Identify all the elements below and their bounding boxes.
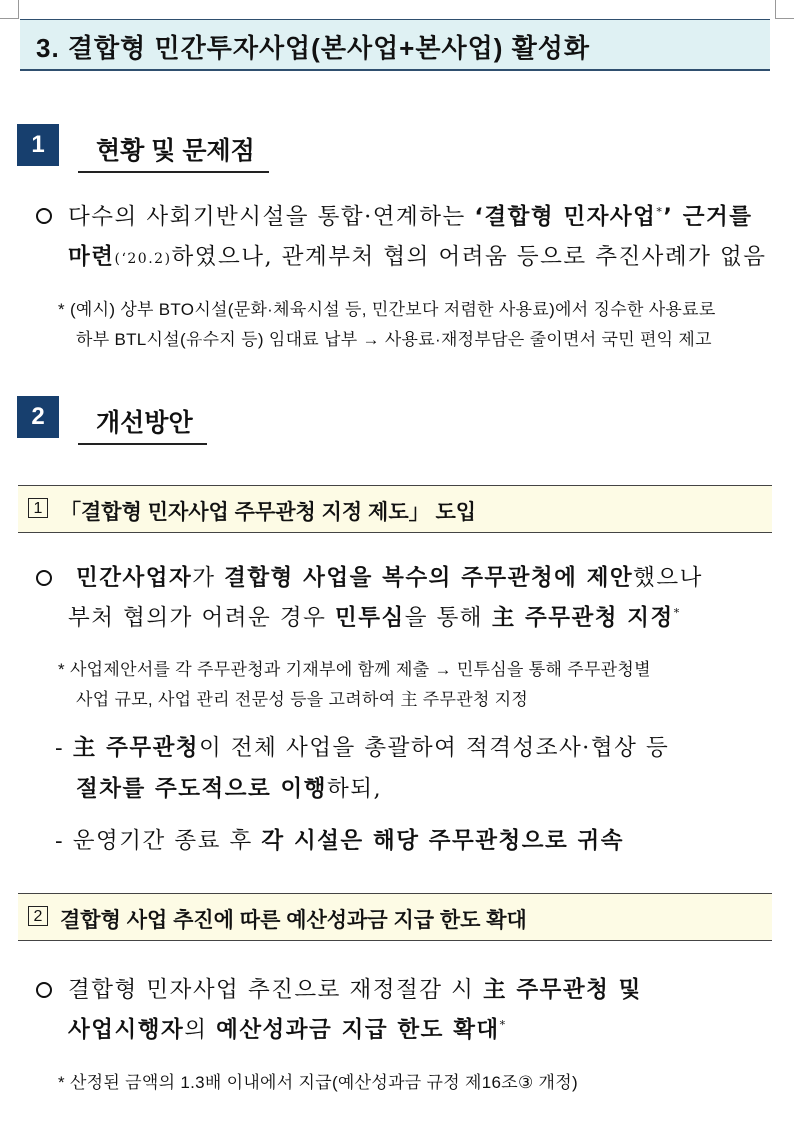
page-corner-mark bbox=[775, 0, 794, 19]
footnote-line: 하부 BTL시설(유수지 등) 임대료 납부 → 사용료·재정부담은 줄이면서 국민 편익 제고 bbox=[76, 330, 712, 349]
dash: - bbox=[55, 735, 73, 761]
section-heading-2: 개선방안 bbox=[78, 403, 207, 445]
bold-text: 主 주무관청 bbox=[72, 735, 200, 761]
bold-text: 결합형 사업을 복수의 주무관청에 제안 bbox=[224, 565, 634, 591]
subsection-bar-1 bbox=[18, 485, 772, 533]
dash: - bbox=[55, 828, 73, 854]
bullet-text-line bbox=[68, 199, 753, 231]
bold-text: 사업시행자 bbox=[68, 1017, 185, 1043]
text: 하였으나, 관계부처 협의 어려움 등으로 추진사례가 없음 bbox=[171, 244, 767, 270]
bold-text: 마련 bbox=[68, 244, 115, 270]
section-heading-1: 현황 및 문제점 bbox=[78, 131, 269, 173]
bold-text: 예산성과금 지급 한도 확대 bbox=[216, 1017, 500, 1043]
bold-text: 민간사업자 bbox=[76, 565, 193, 591]
footnote-line: * (예시) 상부 BTO시설(문화·체육시설 등, 민간보다 저렴한 사용료)에서 징수한 사용료로 bbox=[58, 300, 716, 319]
bullet-circle bbox=[36, 570, 52, 586]
text: 이 전체 사업을 총괄하여 적격성조사·협상 등 bbox=[199, 735, 670, 761]
date-note: (‘20.2) bbox=[114, 251, 172, 267]
section-number-2: 2 bbox=[17, 396, 59, 438]
bullet-text-line bbox=[68, 1012, 507, 1044]
bullet-text-line bbox=[68, 972, 642, 1004]
footnote-mark: * bbox=[656, 205, 664, 219]
bullet-text-line bbox=[76, 560, 703, 592]
text: 을 통해 bbox=[404, 605, 492, 631]
subsection-bar-2 bbox=[18, 893, 772, 941]
document-title: 3. 결합형 민간투자사업(본사업+본사업) 활성화 bbox=[36, 33, 590, 63]
bullet-text-line bbox=[68, 239, 767, 271]
page-corner-mark bbox=[0, 0, 19, 19]
text: 부처 협의가 어려운 경우 bbox=[68, 605, 335, 631]
footnote-line: 사업 규모, 사업 관리 전문성 등을 고려하여 主 주무관청 지정 bbox=[76, 690, 529, 709]
bold-text: ’ 근거를 bbox=[663, 204, 753, 230]
bullet-circle bbox=[36, 208, 52, 224]
footnote-mark: * bbox=[499, 1018, 507, 1032]
section-number-1: 1 bbox=[17, 124, 59, 166]
subsection-title: 결합형 사업 추진에 따른 예산성과금 지급 한도 확대 bbox=[60, 909, 527, 932]
footnote-mark: * bbox=[673, 606, 681, 620]
text: 다수의 사회기반시설을 통합·연계하는 bbox=[68, 204, 475, 230]
bullet-text-line bbox=[68, 600, 681, 632]
text: 결합형 민자사업 추진으로 재정절감 시 bbox=[68, 977, 484, 1003]
bold-text: ‘결합형 민자사업 bbox=[474, 204, 657, 230]
document-title-bar bbox=[20, 19, 770, 71]
bold-text: 절차를 주도적으로 이행 bbox=[76, 776, 328, 802]
bold-text: 각 시설은 해당 주무관청으로 귀속 bbox=[261, 828, 624, 854]
dash-item-line bbox=[55, 730, 669, 762]
dash-item-line bbox=[55, 823, 624, 855]
footnote-line: * 산정된 금액의 1.3배 이내에서 지급(예산성과금 규정 제16조③ 개정) bbox=[58, 1073, 578, 1092]
text: 가 bbox=[192, 565, 225, 591]
dash-item-line bbox=[76, 771, 382, 803]
subsection-title: 「결합형 민자사업 주무관청 지정 제도」 도입 bbox=[60, 501, 477, 524]
bold-text: 主 주무관청 및 bbox=[483, 977, 642, 1003]
footnote-line: * 사업제안서를 각 주무관청과 기재부에 함께 제출 → 민투심을 통해 주무관청별 bbox=[58, 660, 651, 679]
bullet-circle bbox=[36, 982, 52, 998]
text: 했으나 bbox=[633, 565, 703, 591]
text: 의 bbox=[184, 1017, 217, 1043]
subsection-marker: 1 bbox=[28, 498, 48, 518]
text: 운영기간 종료 후 bbox=[72, 828, 262, 854]
subsection-marker: 2 bbox=[28, 906, 48, 926]
bold-text: 민투심 bbox=[334, 605, 405, 631]
bold-text: 主 주무관청 지정 bbox=[491, 605, 674, 631]
text: 하되, bbox=[327, 776, 383, 802]
